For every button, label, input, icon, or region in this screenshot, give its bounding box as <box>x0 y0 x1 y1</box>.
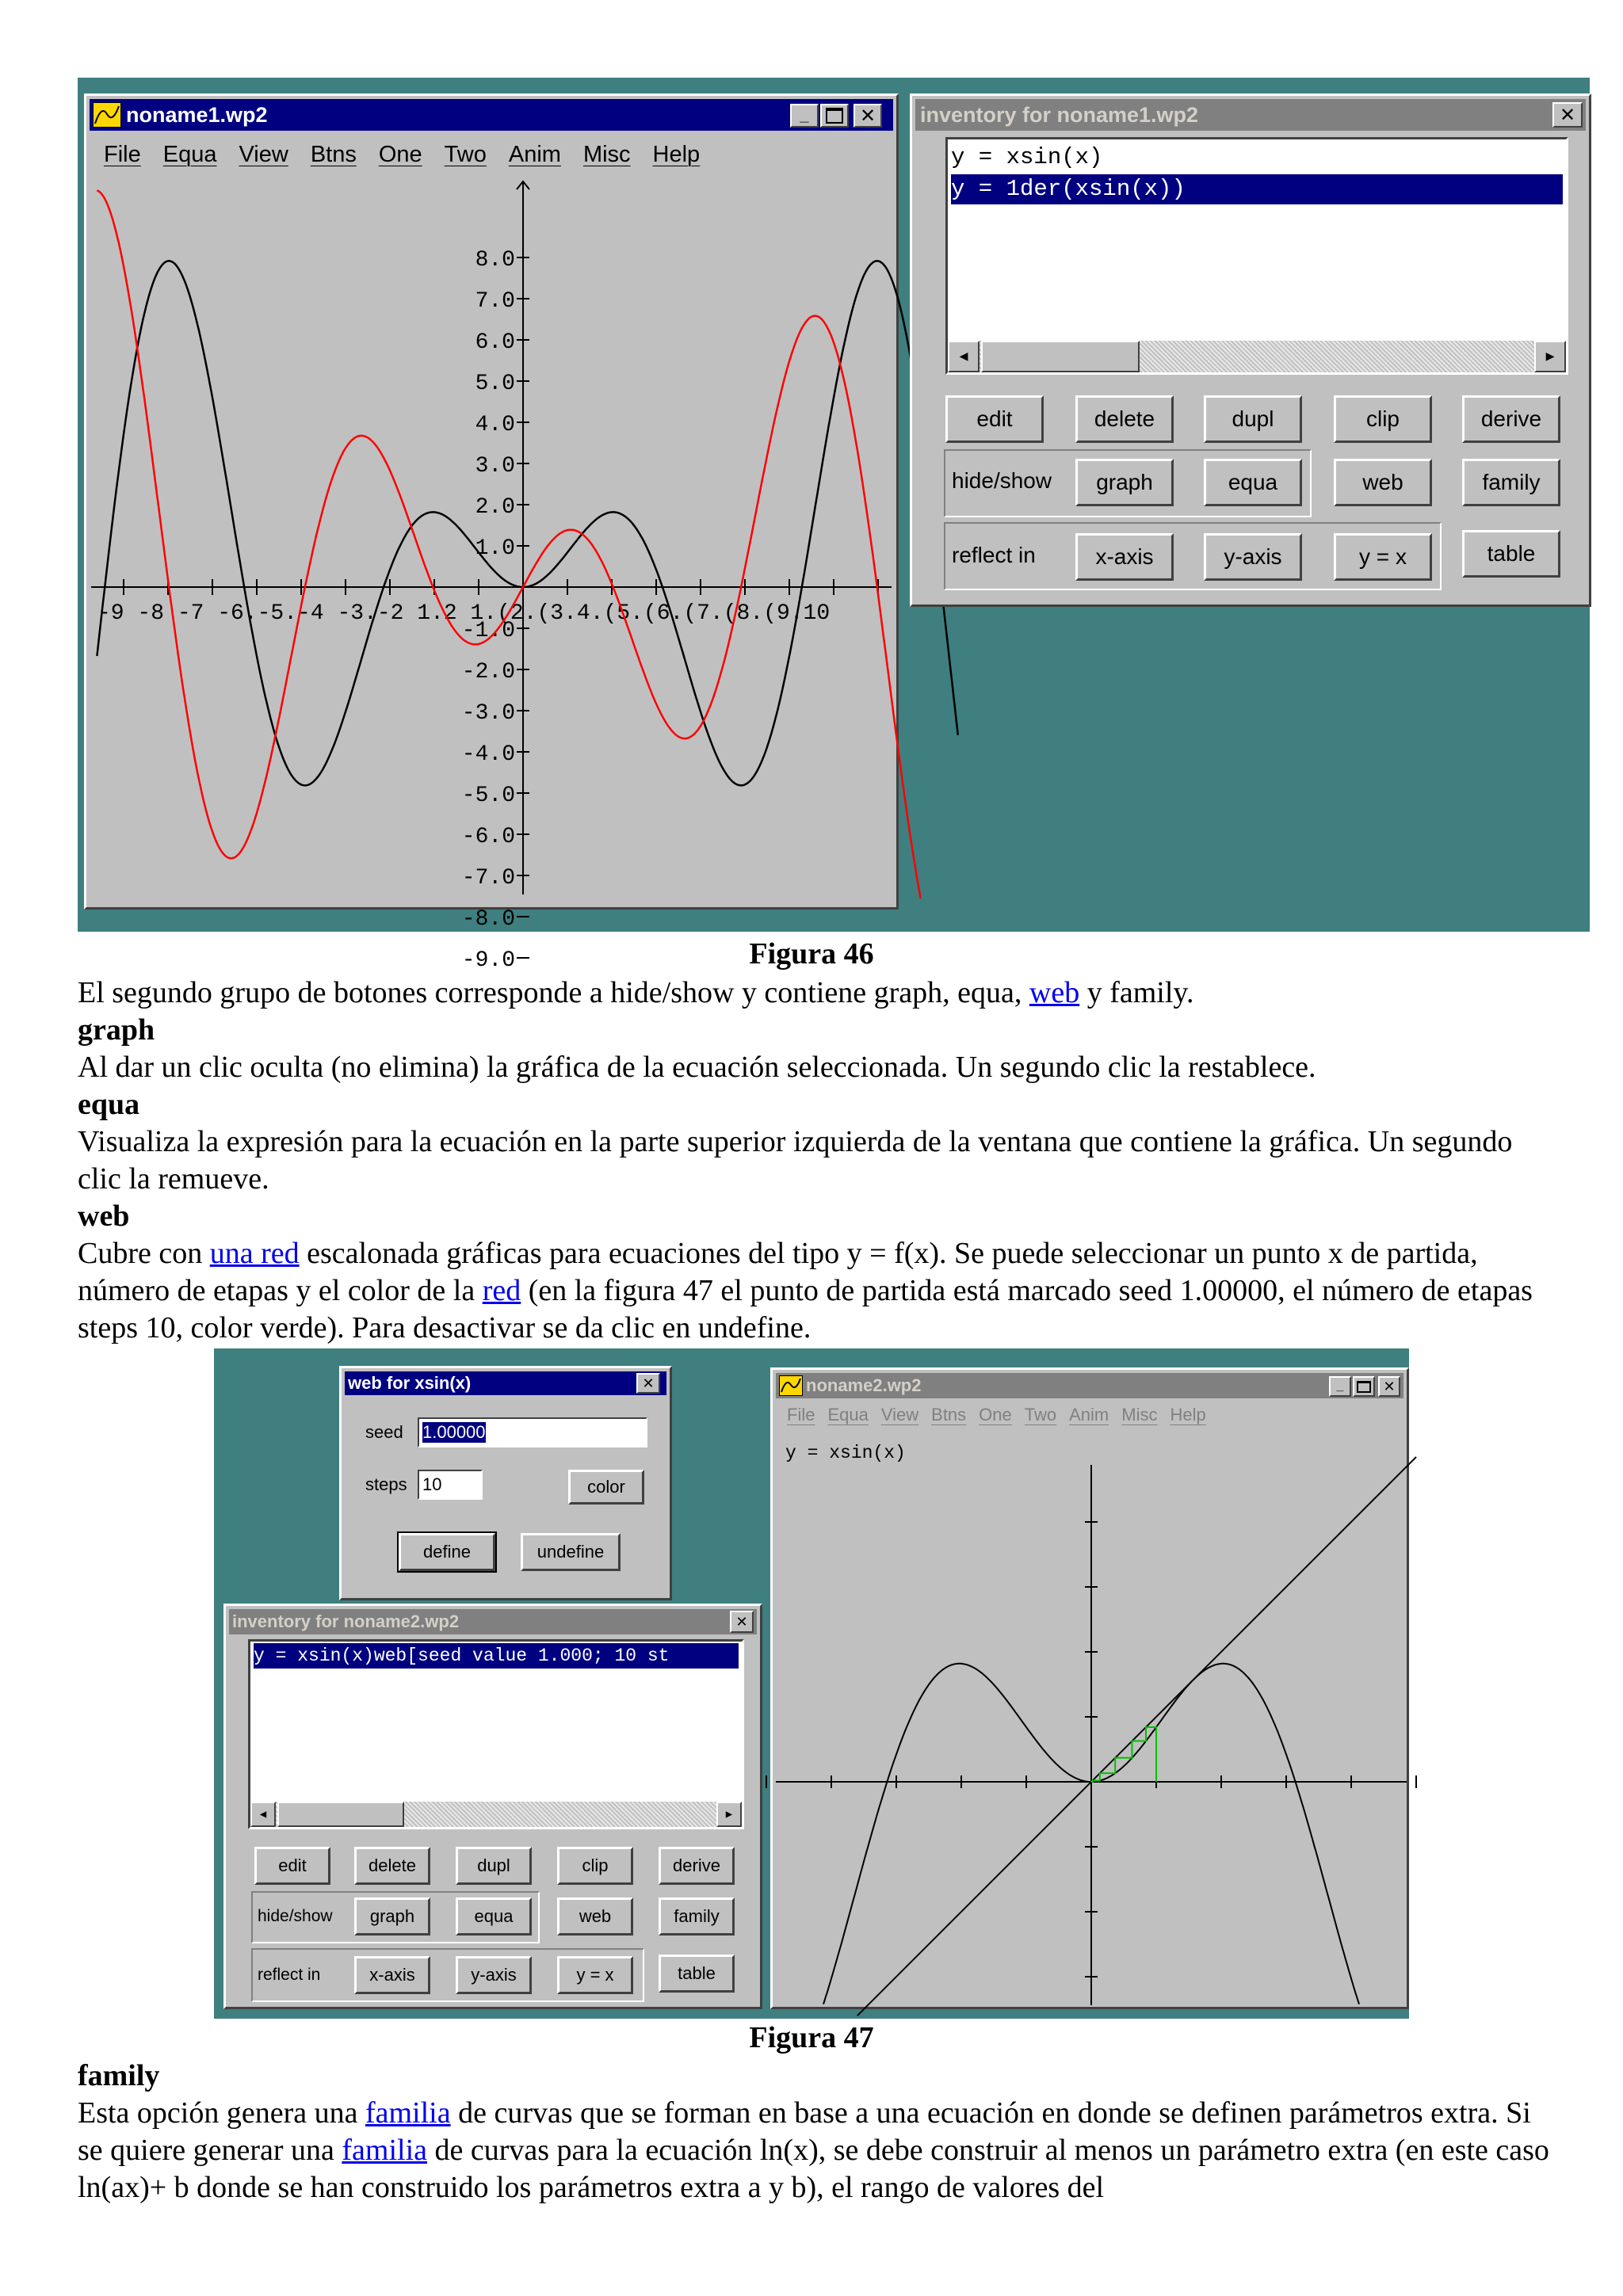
heading-family: family <box>78 2059 160 2092</box>
scroll-right-icon[interactable]: ▶ <box>716 1802 742 1827</box>
seed-label: seed <box>365 1422 403 1442</box>
web-cobweb <box>1091 1727 1156 1782</box>
y-equals-x-button[interactable]: y = x <box>1334 533 1432 581</box>
paragraph-web: Cubre con una red escalonada gráficas para ecuaciones del tipo y = f(x). Se puede seleccionar un punto x de partida, número de etapas y el color de la red (en la figura 47 el punto de partida está marcado seed 1.00000, el número de etapas steps 10, color verde). Para desactivar se da clic en undefine. <box>78 1237 1533 1344</box>
close-icon[interactable]: ✕ <box>730 1611 754 1633</box>
scroll-thumb[interactable] <box>277 1802 404 1827</box>
menu-btns[interactable]: Btns <box>310 142 357 167</box>
menu-btns[interactable]: Btns <box>931 1405 967 1425</box>
y-axis-button[interactable]: y-axis <box>1204 533 1302 581</box>
menu-misc[interactable]: Misc <box>1121 1405 1158 1425</box>
dupl-button[interactable]: dupl <box>1204 395 1302 443</box>
y-tick-label: -1.0 <box>461 619 515 643</box>
link-red[interactable]: red <box>482 1274 521 1307</box>
graph-button[interactable]: graph <box>1075 459 1174 506</box>
close-icon[interactable]: ✕ <box>636 1373 660 1394</box>
maximize-icon[interactable] <box>820 104 849 128</box>
y-tick-label: 4.0 <box>475 413 515 437</box>
steps-label: steps <box>365 1474 407 1494</box>
line-y-equals-x <box>857 1457 1416 2016</box>
link-una-red[interactable]: una red <box>209 1237 300 1270</box>
menu-misc[interactable]: Misc <box>582 142 631 167</box>
color-button[interactable]: color <box>568 1470 644 1505</box>
window-title: inventory for noname2.wp2 <box>232 1611 460 1631</box>
close-icon[interactable]: ✕ <box>854 104 882 128</box>
heading-equa: equa <box>78 1088 140 1121</box>
y-tick-label: -9.0 <box>461 948 515 973</box>
menu-two[interactable]: Two <box>444 142 487 167</box>
equation-list[interactable] <box>945 137 1568 375</box>
graph-window-noname2[interactable] <box>770 1367 1409 2009</box>
title-bar[interactable] <box>229 1609 757 1634</box>
reflect-label: reflect in <box>952 543 1036 567</box>
scroll-right-icon[interactable]: ▶ <box>1534 341 1566 372</box>
scroll-left-icon[interactable]: ◀ <box>250 1802 276 1827</box>
delete-button[interactable]: delete <box>354 1847 430 1885</box>
graph-button[interactable]: graph <box>354 1897 430 1936</box>
delete-button[interactable]: delete <box>1075 395 1174 443</box>
menu-file[interactable]: File <box>787 1405 815 1425</box>
menu-help[interactable]: Help <box>1170 1405 1206 1425</box>
seed-input[interactable]: 1.00000 <box>418 1417 647 1447</box>
minimize-icon[interactable]: _ <box>790 104 819 128</box>
clip-button[interactable]: clip <box>557 1847 633 1885</box>
table-button[interactable]: table <box>659 1955 735 1993</box>
edit-button[interactable]: edit <box>254 1847 330 1885</box>
equa-button[interactable]: equa <box>1204 459 1302 506</box>
minimize-icon[interactable]: _ <box>1329 1376 1351 1397</box>
y-tick-label: 1.0 <box>475 536 515 561</box>
app-icon <box>779 1375 803 1396</box>
title-bar[interactable] <box>90 99 893 131</box>
family-button[interactable]: family <box>1462 459 1560 506</box>
y-tick-label: 3.0 <box>475 454 515 479</box>
menu-help[interactable]: Help <box>652 142 701 167</box>
y-tick-label: -8.0 <box>461 907 515 932</box>
title-bar[interactable] <box>776 1373 1403 1398</box>
equation-label: y = xsin(x) <box>785 1443 906 1463</box>
derive-button[interactable]: derive <box>1462 395 1560 443</box>
y-tick-label: 5.0 <box>475 372 515 396</box>
y-equals-x-button[interactable]: y = x <box>557 1956 633 1994</box>
reflect-label: reflect in <box>258 1966 321 1984</box>
y-tick-label: 6.0 <box>475 330 515 355</box>
window-title: noname1.wp2 <box>126 102 268 127</box>
title-bar[interactable] <box>915 99 1586 131</box>
menu-bar[interactable] <box>104 142 722 168</box>
link-familia-1[interactable]: familia <box>365 2096 451 2130</box>
edit-button[interactable]: edit <box>945 395 1044 443</box>
close-icon[interactable]: ✕ <box>1552 102 1583 128</box>
title-bar[interactable] <box>345 1371 666 1395</box>
equa-button[interactable]: equa <box>456 1897 532 1936</box>
inventory-window-noname1[interactable] <box>910 93 1591 607</box>
menu-two[interactable]: Two <box>1024 1405 1057 1425</box>
menu-equa[interactable]: Equa <box>827 1405 869 1425</box>
web-dialog[interactable] <box>339 1366 672 1600</box>
x-axis-button[interactable]: x-axis <box>354 1956 430 1994</box>
x-axis-button[interactable]: x-axis <box>1075 533 1174 581</box>
horizontal-scrollbar[interactable] <box>250 1802 742 1827</box>
menu-file[interactable]: File <box>104 142 141 167</box>
dupl-button[interactable]: dupl <box>456 1847 532 1885</box>
menu-view[interactable]: View <box>880 1405 919 1425</box>
window-title: noname2.wp2 <box>806 1375 922 1395</box>
menu-bar[interactable] <box>787 1405 1219 1425</box>
scroll-thumb[interactable] <box>981 341 1140 372</box>
horizontal-scrollbar[interactable] <box>948 341 1566 372</box>
clip-button[interactable]: clip <box>1334 395 1432 443</box>
paragraph-hide-show: El segundo grupo de botones corresponde a hide/show y contiene graph, equa, web y family. <box>78 976 1194 1009</box>
undefine-button[interactable]: undefine <box>521 1533 621 1571</box>
heading-graph: graph <box>78 1013 155 1047</box>
window-title: web for xsin(x) <box>348 1373 472 1393</box>
app-icon <box>93 102 121 128</box>
x-tick-labels: -9 -8 -7 -6.-5.-4 -3.-2 1.2 1.(2.(3.4.(5.(6.(7.(8.(9.10 <box>97 601 831 626</box>
y-tick-label: 8.0 <box>475 248 515 273</box>
y-tick-label: -5.0 <box>461 784 515 808</box>
axes <box>766 1465 1416 2005</box>
list-item[interactable]: y = xsin(x) <box>951 144 1103 170</box>
link-web[interactable]: web <box>1029 976 1080 1009</box>
menu-anim[interactable]: Anim <box>1069 1405 1109 1425</box>
figure-47-caption: Figura 47 <box>749 2021 874 2054</box>
y-tick-label: -3.0 <box>461 701 515 726</box>
scroll-left-icon[interactable]: ◀ <box>948 341 980 372</box>
y-tick-label: 7.0 <box>475 289 515 314</box>
close-icon[interactable]: ✕ <box>1378 1376 1400 1397</box>
y-tick-label: 2.0 <box>475 495 515 520</box>
list-item-selected[interactable]: y = xsin(x)web[seed value 1.000; 10 st <box>254 1643 739 1669</box>
figure-46-caption: Figura 46 <box>749 937 874 971</box>
list-item-selected[interactable]: y = 1der(xsin(x)) <box>951 174 1563 204</box>
y-tick-label: -2.0 <box>461 660 515 685</box>
derive-button[interactable]: derive <box>659 1847 735 1885</box>
menu-equa[interactable]: Equa <box>162 142 217 167</box>
paragraph-graph: Al dar un clic oculta (no elimina) la gráfica de la ecuación seleccionada. Un segundo clic la restablece. <box>78 1051 1316 1084</box>
web-button[interactable]: web <box>1334 459 1432 506</box>
menu-one[interactable]: One <box>979 1405 1012 1425</box>
window-title: inventory for noname1.wp2 <box>920 102 1199 127</box>
family-button[interactable]: family <box>659 1897 735 1936</box>
paragraph-equa: Visualiza la expresión para la ecuación en la parte superior izquierda de la ventana que contiene la gráfica. Un segundo clic la remueve. <box>78 1125 1513 1196</box>
table-button[interactable]: table <box>1462 530 1560 578</box>
maximize-icon[interactable] <box>1353 1376 1375 1397</box>
web-button[interactable]: web <box>557 1897 633 1936</box>
menu-view[interactable]: View <box>239 142 288 167</box>
define-button[interactable]: define <box>399 1533 495 1571</box>
equation-list[interactable] <box>248 1639 744 1829</box>
y-axis-button[interactable]: y-axis <box>456 1956 532 1994</box>
y-tick-label: -6.0 <box>461 825 515 849</box>
hide-show-label: hide/show <box>952 468 1052 493</box>
heading-web: web <box>78 1199 130 1233</box>
hide-show-label: hide/show <box>258 1907 333 1925</box>
inventory-window-noname2[interactable] <box>223 1604 762 2009</box>
y-tick-label: -4.0 <box>461 742 515 767</box>
y-tick-label: -7.0 <box>461 866 515 891</box>
steps-input[interactable]: 10 <box>418 1470 483 1500</box>
menu-one[interactable]: One <box>378 142 422 167</box>
paragraph-family: Esta opción genera una familia de curvas que se forman en base a una ecuación en donde se definen parámetros extra. Si se quiere generar una familia de curvas para la ecuación ln(x), se debe construir al menos un parámetro extra (en este caso ln(ax)+ b donde se han construido los parámetros extra a y b), el rango de valores del <box>78 2096 1549 2204</box>
plot-area[interactable] <box>776 1433 1407 2005</box>
menu-anim[interactable]: Anim <box>508 142 561 167</box>
link-familia-2[interactable]: familia <box>342 2134 427 2167</box>
